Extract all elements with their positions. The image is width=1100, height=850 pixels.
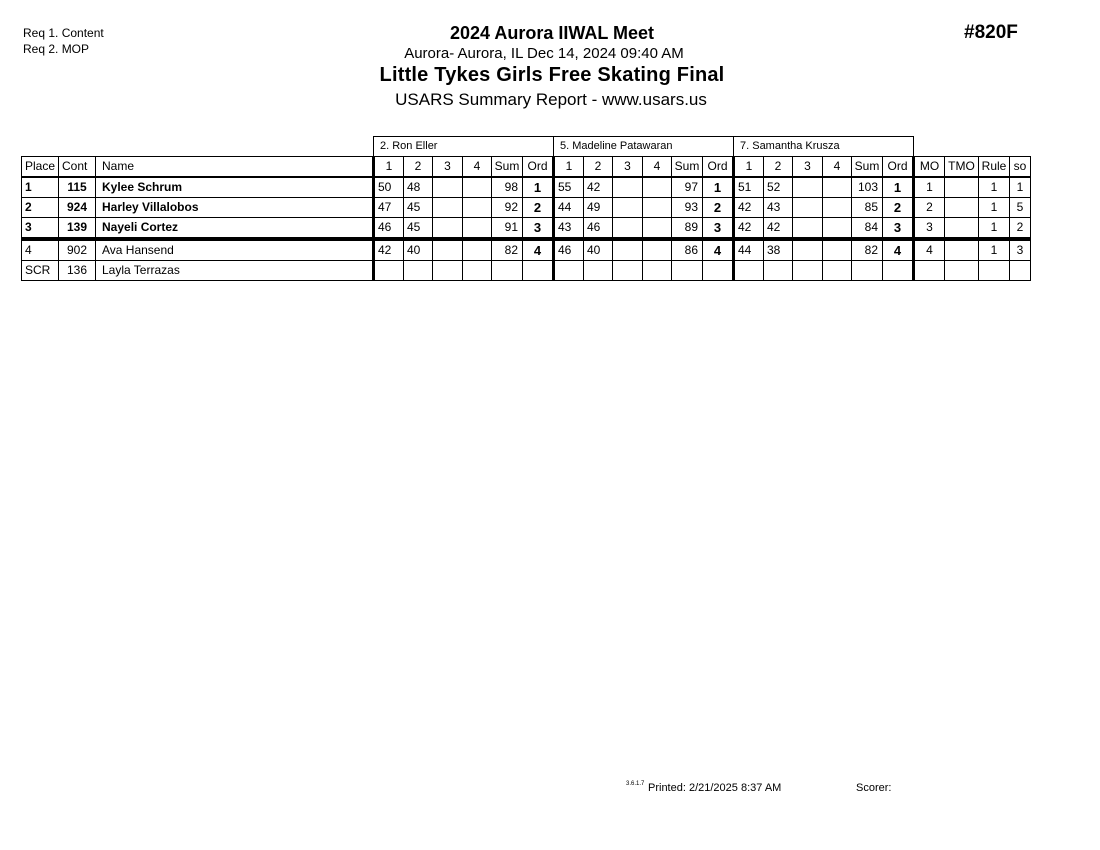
event-name: Little Tykes Girls Free Skating Final xyxy=(379,64,725,86)
score-cell xyxy=(643,239,672,261)
ordinal-cell: 4 xyxy=(883,239,914,261)
score-cell: 42 xyxy=(734,198,764,218)
tmo-cell xyxy=(945,218,979,240)
judge-col-header: Sum xyxy=(672,157,703,178)
requirement-2: Req 2. MOP xyxy=(23,42,90,56)
rule-cell: 1 xyxy=(979,198,1010,218)
tmo-cell xyxy=(945,261,979,281)
score-cell xyxy=(613,198,643,218)
place-cell: 1 xyxy=(22,177,59,198)
sum-cell xyxy=(492,261,523,281)
printed-timestamp: Printed: 2/21/2025 8:37 AM xyxy=(648,782,782,794)
sum-cell: 93 xyxy=(672,198,703,218)
score-cell: 47 xyxy=(374,198,404,218)
ordinal-cell: 3 xyxy=(883,218,914,240)
mo-cell xyxy=(914,261,945,281)
meet-title: 2024 Aurora IIWAL Meet xyxy=(449,23,655,43)
ordinal-cell: 2 xyxy=(703,198,734,218)
ordinal-cell: 4 xyxy=(703,239,734,261)
judge-col-header: Sum xyxy=(492,157,523,178)
sum-cell: 84 xyxy=(852,218,883,240)
scorer-label: Scorer: xyxy=(856,782,892,794)
cont-cell: 902 xyxy=(59,239,96,261)
cont-cell: 139 xyxy=(59,218,96,240)
score-cell xyxy=(764,261,793,281)
score-cell xyxy=(433,177,463,198)
score-cell xyxy=(793,239,823,261)
sum-cell: 92 xyxy=(492,198,523,218)
judge-col-header: 4 xyxy=(823,157,852,178)
place-cell: SCR xyxy=(22,261,59,281)
ordinal-cell: 1 xyxy=(703,177,734,198)
ordinal-cell: 1 xyxy=(523,177,554,198)
judge-col-header: 3 xyxy=(433,157,463,178)
score-cell xyxy=(374,261,404,281)
ordinal-cell xyxy=(883,261,914,281)
judge-col-header: 3 xyxy=(793,157,823,178)
cont-header: Cont xyxy=(59,157,96,178)
judge-col-header: 2 xyxy=(584,157,613,178)
place-cell: 4 xyxy=(22,239,59,261)
score-cell xyxy=(463,177,492,198)
tmo-cell xyxy=(945,177,979,198)
sum-cell: 85 xyxy=(852,198,883,218)
score-cell xyxy=(643,177,672,198)
judge-name: 7. Samantha Krusza xyxy=(734,137,914,157)
score-cell xyxy=(823,239,852,261)
score-cell: 42 xyxy=(374,239,404,261)
skater-name: Nayeli Cortez xyxy=(96,218,374,240)
so-cell: 5 xyxy=(1010,198,1031,218)
rule-header: Rule xyxy=(979,157,1010,178)
table-row xyxy=(22,261,1031,281)
score-cell xyxy=(613,218,643,240)
judge-col-header: 3 xyxy=(613,157,643,178)
mo-cell: 3 xyxy=(914,218,945,240)
judge-col-header: 1 xyxy=(734,157,764,178)
mo-header: MO xyxy=(914,157,945,178)
skater-name: Layla Terrazas xyxy=(96,261,374,281)
mo-cell: 2 xyxy=(914,198,945,218)
score-cell: 52 xyxy=(764,177,793,198)
score-cell: 49 xyxy=(584,198,613,218)
score-cell: 40 xyxy=(584,239,613,261)
skater-name: Ava Hansend xyxy=(96,239,374,261)
table-row xyxy=(22,218,1031,240)
score-cell xyxy=(643,261,672,281)
judge-col-header: 4 xyxy=(463,157,492,178)
score-cell xyxy=(823,177,852,198)
score-cell: 44 xyxy=(554,198,584,218)
score-cell: 38 xyxy=(764,239,793,261)
cont-cell: 924 xyxy=(59,198,96,218)
requirement-1: Req 1. Content xyxy=(23,26,104,40)
place-header: Place xyxy=(22,157,59,178)
score-cell xyxy=(823,261,852,281)
score-cell xyxy=(793,218,823,240)
score-cell xyxy=(463,198,492,218)
score-cell: 48 xyxy=(404,177,433,198)
score-cell: 46 xyxy=(584,218,613,240)
column-header-row xyxy=(22,157,1031,178)
skater-name: Kylee Schrum xyxy=(96,177,374,198)
judge-col-header: 2 xyxy=(764,157,793,178)
judge-col-header: Sum xyxy=(852,157,883,178)
name-header: Name xyxy=(96,157,374,178)
results-table xyxy=(21,136,1031,281)
score-cell xyxy=(613,177,643,198)
score-cell xyxy=(793,261,823,281)
so-cell: 2 xyxy=(1010,218,1031,240)
sum-cell: 97 xyxy=(672,177,703,198)
score-cell: 45 xyxy=(404,218,433,240)
so-header: so xyxy=(1010,157,1031,178)
mo-cell: 4 xyxy=(914,239,945,261)
score-cell xyxy=(463,261,492,281)
score-cell xyxy=(643,198,672,218)
ordinal-cell xyxy=(523,261,554,281)
place-cell: 3 xyxy=(22,218,59,240)
so-cell xyxy=(1010,261,1031,281)
judge-col-header: 1 xyxy=(374,157,404,178)
judge-col-header: Ord xyxy=(703,157,734,178)
score-cell: 46 xyxy=(374,218,404,240)
sum-cell: 82 xyxy=(492,239,523,261)
score-cell xyxy=(584,261,613,281)
sum-cell: 89 xyxy=(672,218,703,240)
score-cell xyxy=(613,261,643,281)
judge-col-header: Ord xyxy=(523,157,554,178)
ordinal-cell: 2 xyxy=(883,198,914,218)
cont-cell: 136 xyxy=(59,261,96,281)
score-cell: 51 xyxy=(734,177,764,198)
cont-cell: 115 xyxy=(59,177,96,198)
ordinal-cell xyxy=(703,261,734,281)
sum-cell: 103 xyxy=(852,177,883,198)
ordinal-cell: 3 xyxy=(703,218,734,240)
score-cell: 43 xyxy=(764,198,793,218)
judge-header-row xyxy=(22,137,1031,157)
table-row xyxy=(22,177,1031,198)
event-number: #820F xyxy=(964,22,1018,43)
score-cell xyxy=(433,239,463,261)
score-cell: 40 xyxy=(404,239,433,261)
score-cell xyxy=(793,198,823,218)
report-title: USARS Summary Report - www.usars.us xyxy=(395,90,707,109)
score-cell xyxy=(613,239,643,261)
sum-cell: 91 xyxy=(492,218,523,240)
sum-cell: 98 xyxy=(492,177,523,198)
ordinal-cell: 1 xyxy=(883,177,914,198)
sum-cell xyxy=(672,261,703,281)
tmo-header: TMO xyxy=(945,157,979,178)
table-row xyxy=(22,198,1031,218)
score-cell xyxy=(404,261,433,281)
mo-cell: 1 xyxy=(914,177,945,198)
meet-subtitle: Aurora- Aurora, IL Dec 14, 2024 09:40 AM xyxy=(404,45,684,62)
score-cell: 55 xyxy=(554,177,584,198)
score-cell xyxy=(433,198,463,218)
score-cell xyxy=(734,261,764,281)
score-cell xyxy=(793,177,823,198)
score-cell: 46 xyxy=(554,239,584,261)
table-row xyxy=(22,239,1031,261)
score-cell xyxy=(463,239,492,261)
score-cell xyxy=(554,261,584,281)
judge-name: 2. Ron Eller xyxy=(374,137,554,157)
score-cell xyxy=(823,198,852,218)
rule-cell xyxy=(979,261,1010,281)
score-cell xyxy=(463,218,492,240)
version-number: 3.6.1.7 xyxy=(626,781,645,787)
score-cell: 42 xyxy=(734,218,764,240)
score-cell: 44 xyxy=(734,239,764,261)
judge-name: 5. Madeline Patawaran xyxy=(554,137,734,157)
judge-col-header: 2 xyxy=(404,157,433,178)
score-cell xyxy=(823,218,852,240)
score-cell: 43 xyxy=(554,218,584,240)
score-cell: 42 xyxy=(764,218,793,240)
rule-cell: 1 xyxy=(979,218,1010,240)
rule-cell: 1 xyxy=(979,239,1010,261)
score-cell xyxy=(433,218,463,240)
score-cell xyxy=(433,261,463,281)
ordinal-cell: 4 xyxy=(523,239,554,261)
tmo-cell xyxy=(945,198,979,218)
tmo-cell xyxy=(945,239,979,261)
place-cell: 2 xyxy=(22,198,59,218)
sum-cell xyxy=(852,261,883,281)
so-cell: 1 xyxy=(1010,177,1031,198)
sum-cell: 82 xyxy=(852,239,883,261)
score-cell xyxy=(643,218,672,240)
score-cell: 45 xyxy=(404,198,433,218)
rule-cell: 1 xyxy=(979,177,1010,198)
score-cell: 42 xyxy=(584,177,613,198)
judge-col-header: 4 xyxy=(643,157,672,178)
judge-col-header: Ord xyxy=(883,157,914,178)
ordinal-cell: 2 xyxy=(523,198,554,218)
ordinal-cell: 3 xyxy=(523,218,554,240)
judge-col-header: 1 xyxy=(554,157,584,178)
skater-name: Harley Villalobos xyxy=(96,198,374,218)
sum-cell: 86 xyxy=(672,239,703,261)
so-cell: 3 xyxy=(1010,239,1031,261)
score-cell: 50 xyxy=(374,177,404,198)
